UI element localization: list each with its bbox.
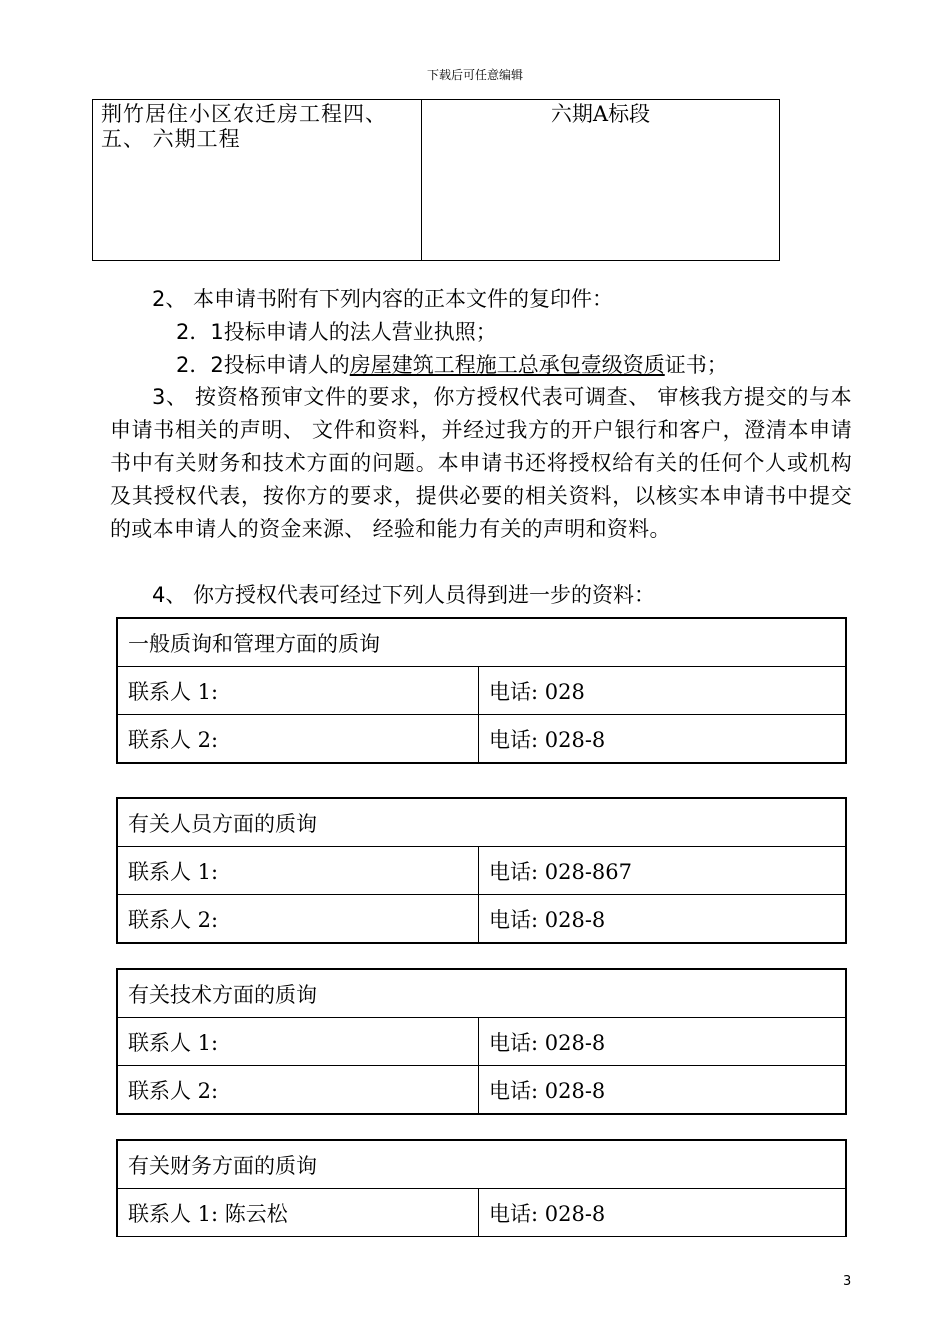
item-2-2-suffix: 证书； <box>664 353 728 377</box>
phone-cell: 电话: 028-8 <box>479 1018 847 1066</box>
item-2-2 <box>176 349 916 382</box>
table-title: 有关人员方面的质询 <box>117 798 846 847</box>
item-4: 4、 你方授权代表可经过下列人员得到进一步的资料： <box>152 583 656 607</box>
page-number: 3 <box>843 1274 852 1289</box>
contact-cell: 联系人 2: <box>117 715 479 764</box>
page-header: 下载后可任意编辑 <box>426 68 523 82</box>
contact-cell: 联系人 2: <box>117 1066 479 1115</box>
contact-table-technical <box>116 968 847 1115</box>
phone-cell: 电话: 028 <box>479 667 847 715</box>
phone-cell: 电话: 028-8 <box>479 715 847 764</box>
phone-cell: 电话: 028-8 <box>479 1189 847 1237</box>
contact-cell: 联系人 1: 陈云松 <box>117 1189 479 1237</box>
table-title: 有关技术方面的质询 <box>117 969 846 1018</box>
project-name-cell: 荆竹居住小区农迁房工程四、五、 六期工程 <box>93 100 422 261</box>
project-table <box>92 99 780 261</box>
contact-table-financial <box>116 1139 847 1237</box>
phone-cell: 电话: 028-8 <box>479 895 847 944</box>
contact-table-general <box>116 617 847 764</box>
contact-table-personnel <box>116 797 847 944</box>
phone-cell: 电话: 028-8 <box>479 1066 847 1115</box>
contact-cell: 联系人 1: <box>117 847 479 895</box>
contact-cell: 联系人 1: <box>117 1018 479 1066</box>
section-cell: 六期A标段 <box>422 100 780 261</box>
item-2-1: 2．1投标申请人的法人营业执照； <box>176 320 497 344</box>
item-2: 2、 本申请书附有下列内容的正本文件的复印件： <box>152 287 614 311</box>
item-2-2-prefix: 2．2投标申请人的 <box>176 353 350 377</box>
table-title: 有关财务方面的质询 <box>117 1140 846 1189</box>
item-3: 3、 按资格预审文件的要求，你方授权代表可调查、 审核我方提交的与本申请书相关的声明、 文件和资料，并经过我方的开户银行和客户，澄清本申请书中有关财务和技术方面的问题。本申请书还将授权给有关的任何个人或机构及其授权代表，按你方的要求，提供必要的相关资料，以核实本申请书中提交的或本申请人的资金来源、 经验和能力有关的声明和资料。 <box>110 385 852 541</box>
contact-cell: 联系人 1: <box>117 667 479 715</box>
qualification-text: 房屋建筑工程施工总承包壹级资质 <box>349 353 665 377</box>
contact-cell: 联系人 2: <box>117 895 479 944</box>
table-title: 一般质询和管理方面的质询 <box>117 618 846 667</box>
phone-cell: 电话: 028-867 <box>479 847 847 895</box>
